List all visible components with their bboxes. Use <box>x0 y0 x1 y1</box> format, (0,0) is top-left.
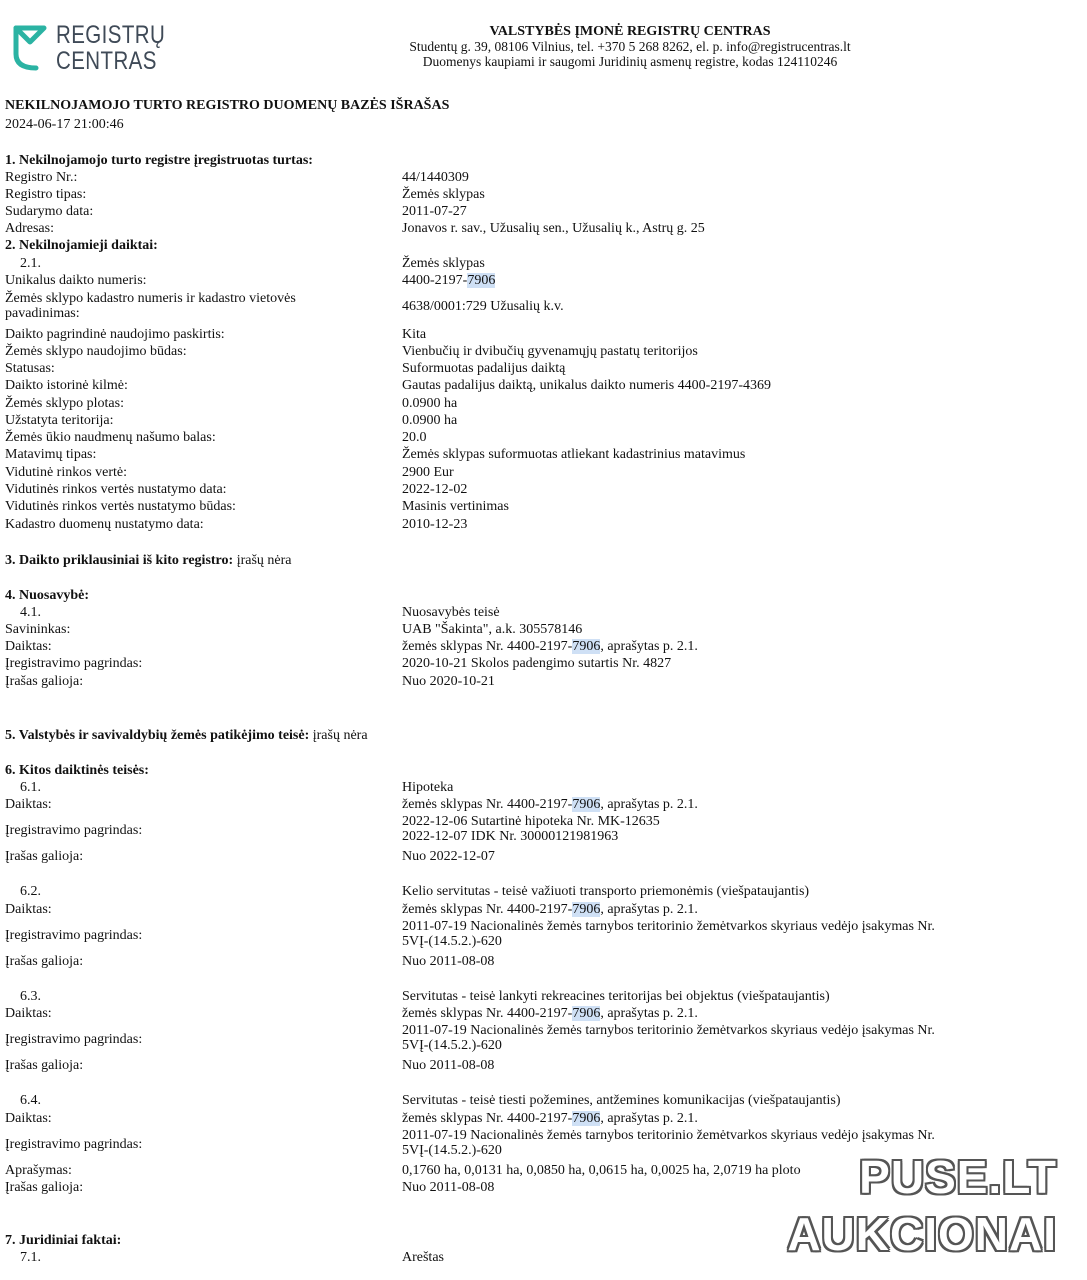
field-value: 2022-12-02 <box>402 482 468 497</box>
valid-value: Nuo 2020-10-21 <box>402 674 495 689</box>
section-5-title <box>5 728 368 744</box>
section-4-title: 4. Nuosavybė: <box>5 588 90 603</box>
item-label: Daiktas: <box>5 1111 52 1126</box>
entry-number: 6.2. <box>20 884 41 899</box>
entry-type: Hipoteka <box>402 780 454 795</box>
field-label: Sudarymo data: <box>5 204 94 219</box>
basis-line-2: 2022-12-07 IDK Nr. 30000121981963 <box>402 829 619 844</box>
cadastral-value: 4638/0001:729 Užusalių k.v. <box>402 299 564 314</box>
basis-line-1: 2022-12-06 Sutartinė hipoteka Nr. MK-12635 <box>402 814 660 829</box>
logo-text <box>56 22 165 74</box>
section-3-note: įrašų nėra <box>236 553 292 568</box>
basis-line-2: 5VĮ-(14.5.2.)-620 <box>402 1143 502 1158</box>
field-value: 2011-07-27 <box>402 204 467 219</box>
field-label: Užstatyta teritorija: <box>5 413 114 428</box>
field-value: Žemės sklypas suformuotas atliekant kadastrinius matavimus <box>402 447 746 462</box>
item-prefix: žemės sklypas Nr. 4400-2197- <box>402 1111 573 1126</box>
field-value: Masinis vertinimas <box>402 499 509 514</box>
watermark-line-1: PUSE.LT <box>859 1151 1057 1203</box>
valid-label: Įrašas galioja: <box>5 674 84 689</box>
item-highlight: 7906 <box>572 902 601 917</box>
logo-line-2: CENTRAS <box>56 47 157 75</box>
item-label: Daiktas: <box>5 1006 52 1021</box>
basis-value <box>402 1023 1022 1053</box>
entry-type: Areštas <box>402 1250 444 1265</box>
entry-number: 6.3. <box>20 989 41 1004</box>
item-prefix: žemės sklypas Nr. 4400-2197- <box>402 797 573 812</box>
field-label: Registro tipas: <box>5 187 87 202</box>
field-value: Jonavos r. sav., Užusalių sen., Užusalių k., Astrų g. 25 <box>402 221 705 236</box>
item-value <box>402 1006 1022 1021</box>
valid-value: Nuo 2011-08-08 <box>402 1058 495 1073</box>
field-value: Suformuotas padalijus daiktą <box>402 361 566 376</box>
field-value: 0.0900 ha <box>402 396 458 411</box>
basis-line-2: 5VĮ-(14.5.2.)-620 <box>402 1038 502 1053</box>
basis-line-1: 2011-07-19 Nacionalinės žemės tarnybos teritorinio žemėtvarkos skyriaus vedėjo įsakymas Nr. <box>402 1128 935 1143</box>
cadastral-label: Žemės sklypo kadastro numeris ir kadastro vietovės pavadinimas: <box>5 291 296 321</box>
field-value: 2010-12-23 <box>402 517 468 532</box>
description-label: Aprašymas: <box>5 1163 72 1178</box>
owner-value: UAB "Šakinta", a.k. 305578146 <box>402 622 583 637</box>
item-value <box>402 797 1022 812</box>
field-label: Registro Nr.: <box>5 170 78 185</box>
item-label: Daiktas: <box>5 639 52 654</box>
valid-label: Įrašas galioja: <box>5 1058 84 1073</box>
entry-number: 7.1. <box>20 1250 41 1265</box>
item-label: Daiktas: <box>5 902 52 917</box>
section-3-title <box>5 553 292 569</box>
field-value: Kita <box>402 327 427 342</box>
item-value <box>402 902 1022 917</box>
field-label: Daikto istorinė kilmė: <box>5 378 128 393</box>
section-1-title: 1. Nekilnojamojo turto registre įregistruotas turtas: <box>5 153 313 168</box>
field-label: Kadastro duomenų nustatymo data: <box>5 517 204 532</box>
item-prefix: žemės sklypas Nr. 4400-2197- <box>402 1006 573 1021</box>
registru-centras-logo <box>10 22 189 74</box>
entry-type: Servitutas - teisė tiesti požemines, antžemines komunikacijas (viešpataujantis) <box>402 1093 841 1108</box>
field-value: 2900 Eur <box>402 465 454 480</box>
section-5-note: įrašų nėra <box>312 728 368 743</box>
field-label: Matavimų tipas: <box>5 447 97 462</box>
item-value <box>402 1111 1022 1126</box>
field-value: Žemės sklypas <box>402 187 485 202</box>
entry-number: 4.1. <box>20 605 41 620</box>
logo-line-1: REGISTRŲ <box>56 21 166 49</box>
item-suffix: , aprašytas p. 2.1. <box>600 902 698 917</box>
description-value: 0,1760 ha, 0,0131 ha, 0,0850 ha, 0,0615 ha, 0,0025 ha, 2,0719 ha ploto <box>402 1163 801 1178</box>
item-value <box>402 639 1022 654</box>
entry-number: 6.1. <box>20 780 41 795</box>
field-value: Vienbučių ir dvibučių gyvenamųjų pastatų teritorijos <box>402 344 698 359</box>
org-address: Studentų g. 39, 08106 Vilnius, tel. +370 5 268 8262, el. p. info@registrucentras.lt <box>409 39 851 54</box>
entry-number: 6.4. <box>20 1093 41 1108</box>
basis-value <box>402 919 1022 949</box>
field-label: Žemės sklypo plotas: <box>5 396 124 411</box>
item-highlight: 7906 <box>572 797 601 812</box>
item-highlight: 7906 <box>572 1111 601 1126</box>
item-suffix: , aprašytas p. 2.1. <box>600 639 698 654</box>
item-highlight: 7906 <box>572 639 601 654</box>
section-6-title: 6. Kitos daiktinės teisės: <box>5 763 149 778</box>
field-value: Gautas padalijus daiktą, unikalus daikto numeris 4400-2197-4369 <box>402 378 771 393</box>
item-suffix: , aprašytas p. 2.1. <box>600 797 698 812</box>
valid-value: Nuo 2011-08-08 <box>402 954 495 969</box>
section-3-heading: 3. Daikto priklausiniai iš kito registro: <box>5 553 234 568</box>
valid-label: Įrašas galioja: <box>5 849 84 864</box>
item-suffix: , aprašytas p. 2.1. <box>600 1006 698 1021</box>
field-label: Daikto pagrindinė naudojimo paskirtis: <box>5 327 225 342</box>
watermark-line-2: AUKCIONAI <box>787 1208 1057 1260</box>
item-prefix: žemės sklypas Nr. 4400-2197- <box>402 902 573 917</box>
field-value: 0.0900 ha <box>402 413 458 428</box>
unique-number-prefix: 4400-2197- <box>402 273 468 288</box>
section-2-title: 2. Nekilnojamieji daiktai: <box>5 238 158 253</box>
field-label: Vidutinės rinkos vertės nustatymo data: <box>5 482 227 497</box>
field-value: 20.0 <box>402 430 427 445</box>
unique-number-label: Unikalus daikto numeris: <box>5 273 147 288</box>
basis-value <box>402 814 1022 844</box>
basis-label: Įregistravimo pagrindas: <box>5 928 143 943</box>
basis-line-2: 5VĮ-(14.5.2.)-620 <box>402 934 502 949</box>
field-label: Adresas: <box>5 221 54 236</box>
item-label: Daiktas: <box>5 797 52 812</box>
basis-line-1: 2011-07-19 Nacionalinės žemės tarnybos teritorinio žemėtvarkos skyriaus vedėjo įsakymas Nr. <box>402 919 935 934</box>
field-label: Vidutinės rinkos vertės nustatymo būdas: <box>5 499 236 514</box>
document-title: NEKILNOJAMOJO TURTO REGISTRO DUOMENŲ BAZĖS IŠRAŠAS <box>5 98 450 113</box>
unique-number-highlight: 7906 <box>467 273 496 288</box>
document-datetime: 2024-06-17 21:00:46 <box>5 117 124 132</box>
basis-line-1: 2011-07-19 Nacionalinės žemės tarnybos teritorinio žemėtvarkos skyriaus vedėjo įsakymas Nr. <box>402 1023 935 1038</box>
section-7-title: 7. Juridiniai faktai: <box>5 1233 122 1248</box>
field-label: Žemės sklypo naudojimo būdas: <box>5 344 187 359</box>
field-label: Statusas: <box>5 361 55 376</box>
basis-label: Įregistravimo pagrindas: <box>5 1032 143 1047</box>
valid-label: Įrašas galioja: <box>5 1180 84 1195</box>
field-label: Vidutinė rinkos vertė: <box>5 465 128 480</box>
owner-label: Savininkas: <box>5 622 71 637</box>
entry-type: Servitutas - teisė lankyti rekreacines teritorijas bei objektus (viešpataujantis) <box>402 989 830 1004</box>
basis-label: Įregistravimo pagrindas: <box>5 1137 143 1152</box>
section-5-heading: 5. Valstybės ir savivaldybių žemės patikėjimo teisė: <box>5 728 310 743</box>
logo-mark-icon <box>10 24 50 72</box>
entry-type: Žemės sklypas <box>402 256 485 271</box>
field-value: 44/1440309 <box>402 170 469 185</box>
entry-type: Nuosavybės teisė <box>402 605 500 620</box>
valid-value: Nuo 2011-08-08 <box>402 1180 495 1195</box>
unique-number-value <box>402 273 1022 288</box>
basis-value: 2020-10-21 Skolos padengimo sutartis Nr. 4827 <box>402 656 672 671</box>
basis-label: Įregistravimo pagrindas: <box>5 823 143 838</box>
valid-label: Įrašas galioja: <box>5 954 84 969</box>
org-note: Duomenys kaupiami ir saugomi Juridinių asmenų registre, kodas 124110246 <box>422 54 838 69</box>
entry-type: Kelio servitutas - teisė važiuoti transporto priemonėmis (viešpataujantis) <box>402 884 810 899</box>
organization-header <box>380 24 880 69</box>
field-label: Žemės ūkio naudmenų našumo balas: <box>5 430 216 445</box>
item-suffix: , aprašytas p. 2.1. <box>600 1111 698 1126</box>
item-prefix: žemės sklypas Nr. 4400-2197- <box>402 639 573 654</box>
basis-label: Įregistravimo pagrindas: <box>5 656 143 671</box>
valid-value: Nuo 2022-12-07 <box>402 849 495 864</box>
entry-number: 2.1. <box>20 256 41 271</box>
item-highlight: 7906 <box>572 1006 601 1021</box>
org-name: VALSTYBĖS ĮMONĖ REGISTRŲ CENTRAS <box>489 24 771 39</box>
